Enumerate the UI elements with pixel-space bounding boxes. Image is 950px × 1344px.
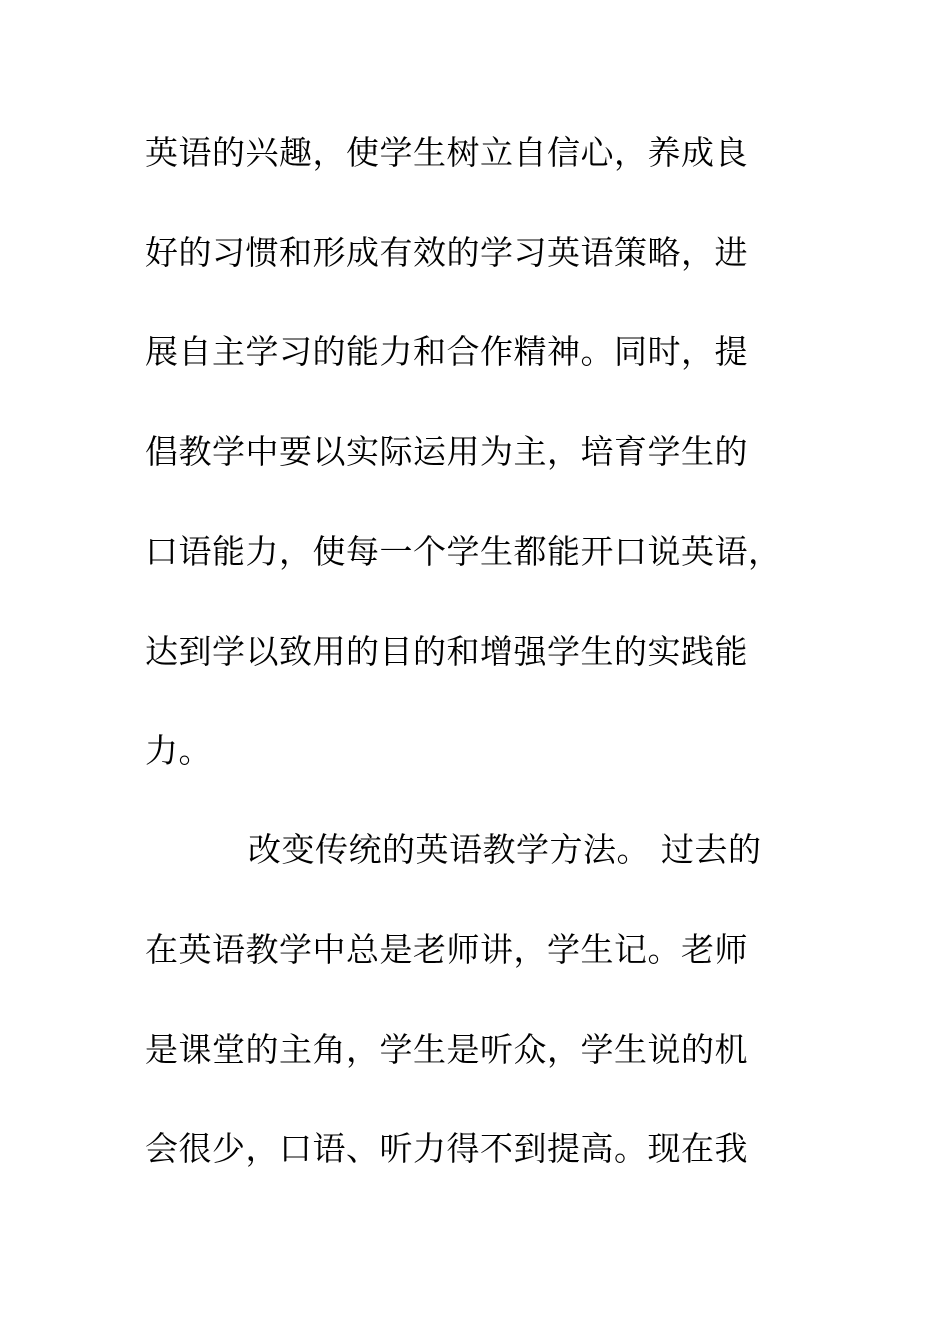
text-line: 口语能力，使每一个学生都能开口说英语， <box>145 532 782 571</box>
paragraph-start-line: 改变传统的英语教学方法。 过去的 <box>248 830 762 869</box>
text-line: 好的习惯和形成有效的学习英语策略，进 <box>145 233 748 272</box>
text-line: 是课堂的主角，学生是听众，学生说的机 <box>145 1030 748 1069</box>
text-line: 倡教学中要以实际运用为主，培育学生的 <box>145 432 748 471</box>
text-line: 力。 <box>145 731 212 770</box>
text-line: 展自主学习的能力和合作精神。同时，提 <box>145 332 748 371</box>
text-line: 会很少，口语、听力得不到提高。现在我 <box>145 1129 748 1168</box>
text-line: 达到学以致用的目的和增强学生的实践能 <box>145 632 748 671</box>
text-line: 英语的兴趣，使学生树立自信心，养成良 <box>145 133 748 172</box>
text-line: 在英语教学中总是老师讲，学生记。老师 <box>145 930 748 969</box>
